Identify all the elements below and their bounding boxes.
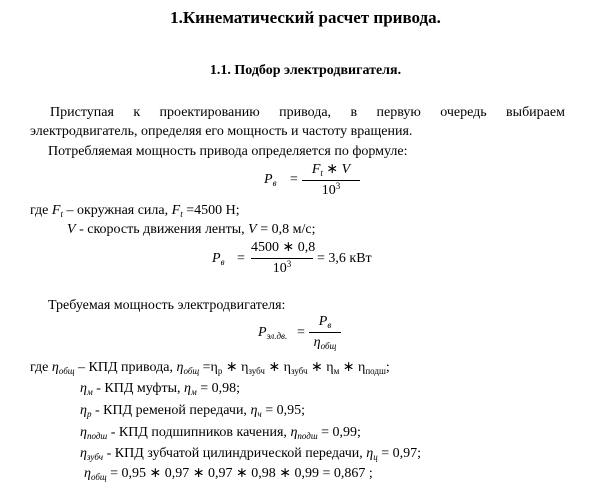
fraction-bar [309,332,341,333]
equals-sign: = [297,325,305,340]
section-subtitle: 1.1. Подбор электродвигателя. [209,63,402,78]
formula-intro: Потребляемая мощность привода определяется по формуле: [48,144,408,159]
eff-final-calc: $\eta_{общ} = 0,95$ ∗ 0,97 ∗ 0,97 ∗ 0,98 ∗ 0,99 = 0,867 ; [84,466,373,482]
intro-word: в [350,105,358,120]
formula-lhs: $P_{эл.дв.}$ [258,325,288,341]
intro-line-2: электродвигатель, определяя его мощность и частоту вращения. [30,124,413,139]
required-power-heading: Требуемая мощность электродвигателя: [48,298,286,313]
intro-word: привода, [279,105,332,120]
intro-word: выбираем [506,105,565,120]
eff-def: где $\eta_{общ}$ – КПД привода, $\eta_{общ} =\eta_р$ ∗ $\eta_{зубч}$ ∗ $\eta_{зубч}$ ∗ $\eta_м$ ∗ $\eta_{подш}$; [30,360,390,376]
numerator: 4500 ∗ 0,8 [251,240,316,255]
fraction [302,160,360,200]
eff-item-coupling: $\eta_м$ - КПД муфты, $\eta_м = 0,98$; [80,381,240,397]
equals-sign: = [237,251,245,266]
fraction-bar [251,258,313,259]
eff-item-gear: $\eta_{зубч}$ - КПД зубчатой цилиндрической передачи, $\eta_ц = 0,97$; [80,446,421,462]
equals-sign: = [290,172,298,187]
intro-word: Приступая [50,105,114,120]
def-v: V - скорость движения ленты, V = 0,8 м/с; [67,222,316,237]
intro-word: первую [376,105,421,120]
denominator: $10^3$ [272,259,292,276]
denominator: $10^3$ [321,181,341,198]
fraction [251,238,316,278]
denominator: $\eta_{общ}$ [313,335,337,351]
eff-item-belt: $\eta_р$ - КПД ременой передачи, $\eta_ч = 0,95$; [80,403,305,419]
page-title: 1.Кинематический расчет привода. [170,8,441,27]
intro-word: проектированию [159,105,260,120]
intro-word: к [133,105,141,120]
fraction [309,312,341,352]
intro-word: очередь [440,105,487,120]
def-ft: где $F_t$ – окружная сила, $F_t =4500$ Н; [30,203,240,219]
intro-line-1 [50,105,565,121]
formula-lhs: $P_в$ [212,251,225,267]
numerator: $P_в$ [318,314,332,330]
result: = 3,6 кВт [317,251,372,266]
formula-lhs: $P_в$ [264,172,277,188]
fraction-bar [302,180,360,181]
eff-item-bearings: $\eta_{подш}$ - КПД подшипников качения, $\eta_{подш} = 0,99$; [80,425,361,441]
numerator: $F_t$ ∗ V [311,162,351,178]
